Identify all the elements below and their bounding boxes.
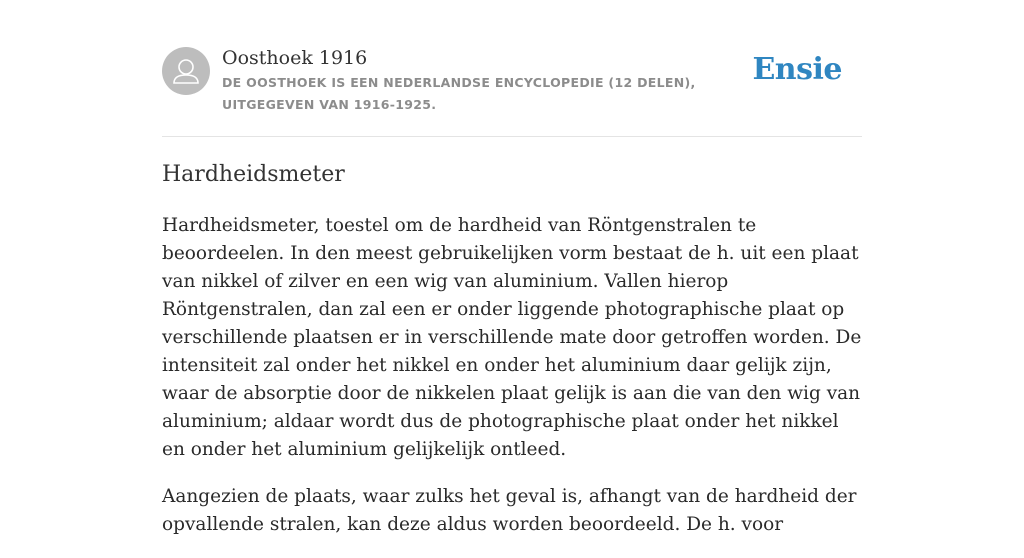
article-title: Hardheidsmeter: [162, 162, 345, 187]
ensie-logo[interactable]: Ensie: [752, 52, 842, 87]
article-paragraph: Hardheidsmeter, toestel om de hardheid van Röntgenstralen te beoordeelen. In den meest gebruikelijken vorm bestaat de h. uit een plaat van nikkel of zilver en een wig van aluminium. Vallen hierop Röntgenstralen, dan zal een er onder liggende photographische plaat op verschillende plaatsen er in verschillende mate door getroffen worden. De intensiteit zal onder het nikkel en onder het aluminium daar gelijk zijn, waar de absorptie door de nikkelen plaat gelijk is aan die van den wig van aluminium; aldaar wordt dus de photographische plaat onder het nikkel en onder het aluminium gelijkelijk ontleed.: [162, 215, 862, 460]
source-description: DE OOSTHOEK IS EEN NEDERLANDSE ENCYCLOPEDIE (12 DELEN), UITGEGEVEN VAN 1916-1925.: [222, 75, 696, 112]
source-header: [162, 46, 862, 137]
article-paragraph: Aangezien de plaats, waar zulks het geval is, afhangt van de hardheid der opvallende stralen, kan deze aldus worden beoordeeld. De h. voor: [162, 486, 857, 535]
source-name[interactable]: Oosthoek 1916: [222, 47, 368, 69]
article-body: [162, 212, 862, 558]
user-avatar-icon[interactable]: [162, 47, 210, 95]
